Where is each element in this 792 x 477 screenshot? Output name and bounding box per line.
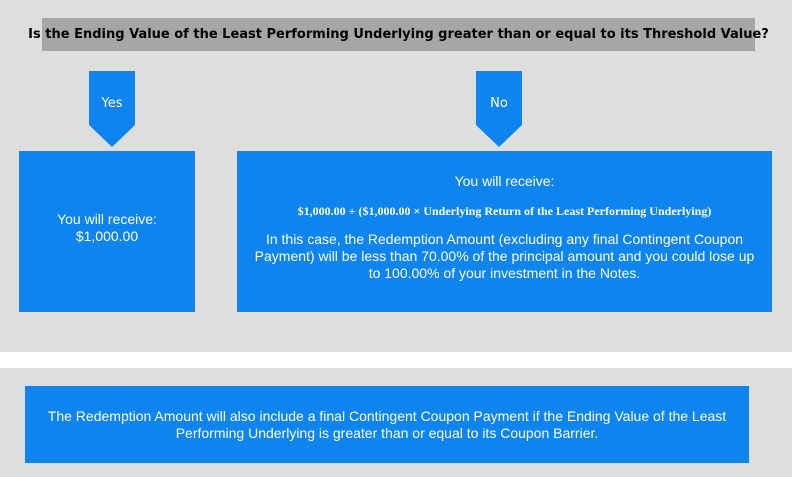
question-text: Is the Ending Value of the Least Performing Underlying greater than or equal to its Threshold Value? <box>28 27 769 42</box>
yes-outcome-box <box>19 151 195 312</box>
no-formula: $1,000.00 + ($1,000.00 × Underlying Return of the Least Performing Underlying) <box>297 204 712 218</box>
question-bar <box>28 18 769 51</box>
yes-arrow <box>89 71 135 125</box>
no-outcome-box <box>237 151 772 312</box>
yes-arrow-head <box>89 125 135 147</box>
yes-label: Yes <box>101 96 123 111</box>
no-arrow <box>476 71 522 125</box>
footnote-box <box>25 386 749 463</box>
no-receive-label: You will receive: <box>454 173 555 189</box>
footnote-text: The Redemption Amount will also include a final Contingent Coupon Payment if the Ending Value of the Least Performing Underlying is greater than or equal to its Coupon Barrier. <box>47 407 727 441</box>
no-label: No <box>490 96 508 111</box>
yes-receive-label: You will receive: <box>57 210 157 227</box>
yes-amount: $1,000.00 <box>75 227 139 244</box>
no-note: In this case, the Redemption Amount (excluding any final Contingent Coupon Payment) will be less than 70.00% of the principal amount and you could lose up to 100.00% of your investment in the Notes. <box>254 231 755 281</box>
no-arrow-head <box>476 125 522 147</box>
